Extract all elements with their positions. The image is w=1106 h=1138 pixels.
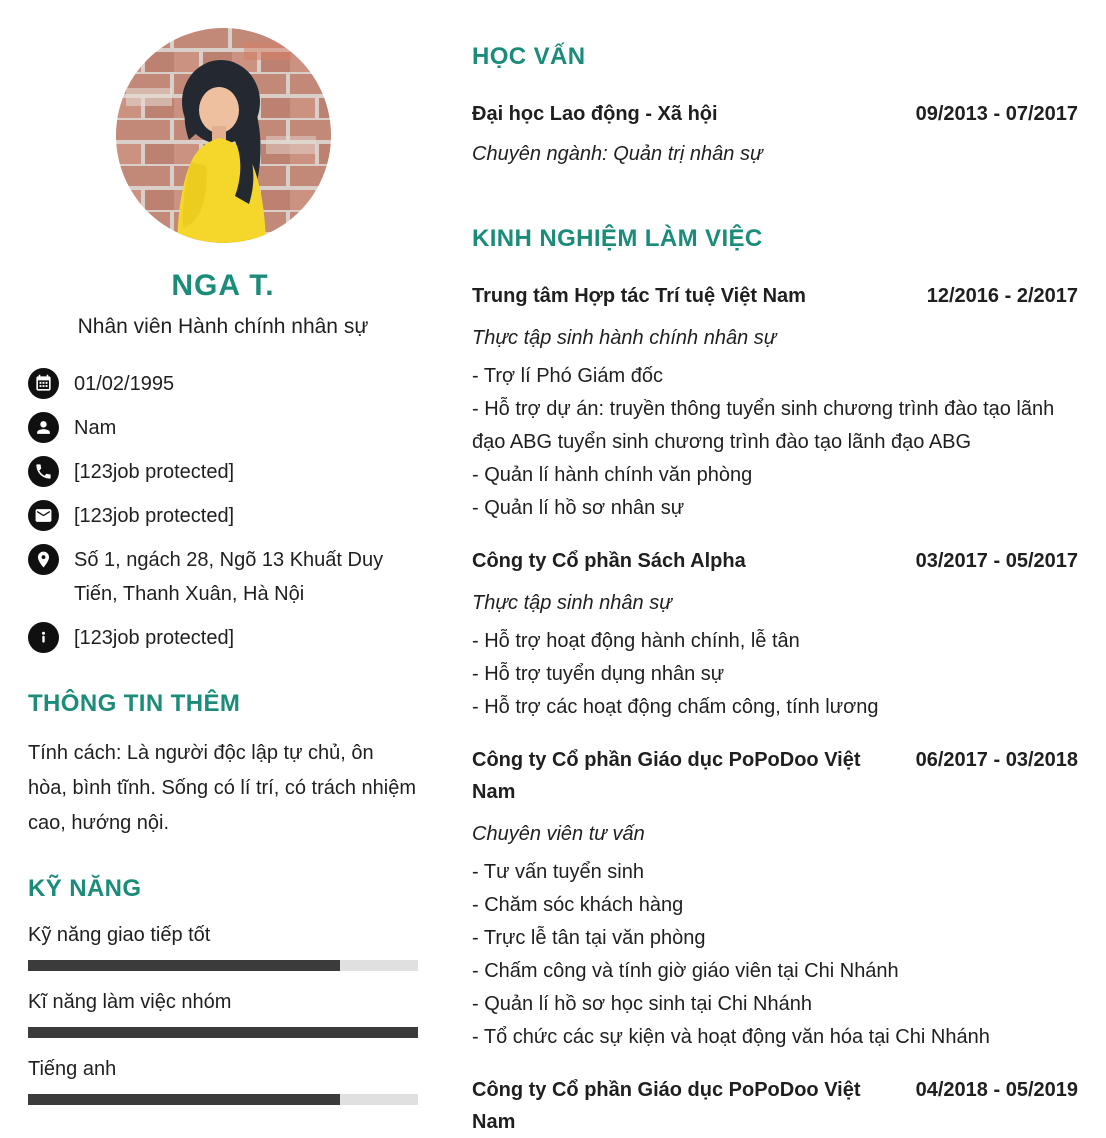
education-school: Đại học Lao động - Xã hội: [472, 103, 718, 125]
job-bullet: - Hỗ trợ các hoạt động chấm công, tính lương: [472, 696, 879, 718]
job-role: Thực tập sinh nhân sự: [472, 592, 672, 614]
job-head: [472, 545, 1078, 577]
info-value: [123job protected]: [74, 627, 235, 649]
education-dates: 09/2013 - 07/2017: [915, 103, 1078, 125]
job-dates: 04/2018 - 05/2019: [915, 1079, 1078, 1101]
education-major: Chuyên ngành: Quản trị nhân sự: [472, 143, 763, 165]
email-icon: [28, 500, 59, 531]
address-value: Số 1, ngách 28, Ngõ 13 Khuất Duy Tiến, Thanh Xuân, Hà Nội: [74, 549, 384, 605]
job-company: Công ty Cổ phần Giáo dục PoPoDoo Việt Nam: [472, 1079, 861, 1133]
skill-label: Tiếng anh: [28, 1058, 117, 1080]
phone-value: [123job protected]: [74, 461, 235, 483]
education-item: [472, 98, 1078, 168]
contact-list: [28, 368, 418, 655]
skill-label: Kĩ năng làm việc nhóm: [28, 991, 232, 1013]
job-bullet: - Hỗ trợ tuyển dụng nhân sự: [472, 663, 725, 685]
job-head: [472, 744, 1078, 808]
gender-value: Nam: [74, 417, 117, 439]
section-heading-skills: KỸ NĂNG: [28, 875, 142, 902]
right-column: [472, 0, 1078, 1138]
job-dates: 06/2017 - 03/2018: [915, 749, 1078, 771]
job-bullets: [472, 625, 1078, 724]
job-item: [472, 280, 1078, 525]
job-company: Công ty Cổ phần Sách Alpha: [472, 550, 746, 572]
job-bullet: - Quản lí hồ sơ học sinh tại Chi Nhánh: [472, 993, 812, 1015]
contact-row-gender: [28, 412, 418, 445]
calendar-icon: [28, 368, 59, 399]
section-heading-experience: KINH NGHIỆM LÀM VIỆC: [472, 225, 763, 252]
profile-photo: [116, 28, 331, 243]
skill-bar-fill: [28, 960, 340, 971]
person-title: Nhân viên Hành chính nhân sự: [77, 315, 369, 338]
job-company: Trung tâm Hợp tác Trí tuệ Việt Nam: [472, 285, 806, 307]
skill-bar: [28, 1094, 418, 1105]
job-head: [472, 280, 1078, 312]
job-role: Chuyên viên tư vấn: [472, 823, 645, 845]
job-bullets: [472, 856, 1078, 1054]
profile-photo-illustration: [116, 28, 331, 243]
contact-row-info: [28, 622, 418, 655]
job-bullet: - Hỗ trợ hoạt động hành chính, lễ tân: [472, 630, 800, 652]
education-head: [472, 98, 1078, 130]
contact-row-address: [28, 544, 418, 611]
job-item: [472, 744, 1078, 1054]
skill-item: [28, 991, 418, 1038]
info-icon: [28, 622, 59, 653]
skill-item: [28, 924, 418, 971]
email-value: [123job protected]: [74, 505, 235, 527]
location-icon: [28, 544, 59, 575]
skill-bar: [28, 960, 418, 971]
job-item: [472, 545, 1078, 724]
job-bullet: - Tư vấn tuyển sinh: [472, 861, 644, 883]
contact-row-phone: [28, 456, 418, 489]
birthday-value: 01/02/1995: [74, 373, 175, 395]
job-bullet: - Hỗ trợ dự án: truyền thông tuyển sinh chương trình đào tạo lãnh đạo ABG tuyển sinh chương trình đào tạo lãnh đạo ABG: [472, 398, 1055, 453]
contact-row-birthday: [28, 368, 418, 401]
job-bullet: - Chấm công và tính giờ giáo viên tại Chi Nhánh: [472, 960, 899, 982]
job-dates: 12/2016 - 2/2017: [926, 285, 1078, 307]
job-bullet: - Trợ lí Phó Giám đốc: [472, 365, 663, 387]
job-bullets: [472, 360, 1078, 525]
phone-icon: [28, 456, 59, 487]
skill-bar-fill: [28, 1027, 418, 1038]
job-head: [472, 1074, 1078, 1138]
job-item: [472, 1074, 1078, 1138]
left-column: [28, 0, 418, 1138]
job-bullet: - Trực lễ tân tại văn phòng: [472, 927, 706, 949]
person-icon: [28, 412, 59, 443]
job-bullet: - Quản lí hành chính văn phòng: [472, 464, 753, 486]
person-name: NGA T.: [171, 269, 275, 302]
section-heading-additional-info: THÔNG TIN THÊM: [28, 690, 241, 717]
section-heading-education: HỌC VẤN: [472, 43, 586, 70]
skill-label: Kỹ năng giao tiếp tốt: [28, 924, 211, 946]
job-bullet: - Quản lí hồ sơ nhân sự: [472, 497, 685, 519]
job-bullet: - Chăm sóc khách hàng: [472, 894, 684, 916]
contact-row-email: [28, 500, 418, 533]
job-company: Công ty Cổ phần Giáo dục PoPoDoo Việt Nam: [472, 749, 861, 803]
skill-item: [28, 1058, 418, 1105]
job-role: Thực tập sinh hành chính nhân sự: [472, 327, 777, 349]
job-dates: 03/2017 - 05/2017: [915, 550, 1078, 572]
job-bullet: - Tổ chức các sự kiện và hoạt động văn hóa tại Chi Nhánh: [472, 1026, 990, 1048]
skill-bar-fill: [28, 1094, 340, 1105]
skill-bar: [28, 1027, 418, 1038]
additional-info-text: Tính cách: Là người độc lập tự chủ, ôn hòa, bình tĩnh. Sống có lí trí, có trách nhiệm cao, hướng nội.: [28, 742, 416, 834]
